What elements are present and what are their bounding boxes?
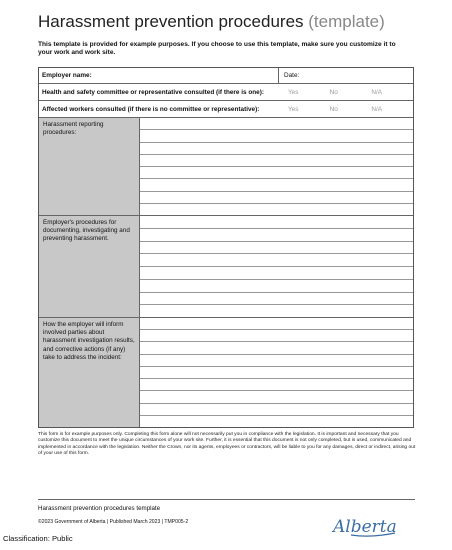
documenting-procedures-entry[interactable] xyxy=(140,216,413,317)
workers-consulted-row xyxy=(39,101,413,118)
footer-copyright: ©2023 Government of Alberta | Published March 2023 | TMP005-2 xyxy=(38,519,189,525)
reporting-procedures-section xyxy=(39,118,413,216)
workers-consulted-label: Affected workers consulted (if there is no committee or representative): xyxy=(42,105,260,113)
documenting-procedures-label: Employer's procedures for documenting, investigating and preventing harassment. xyxy=(39,216,140,317)
reporting-procedures-entry[interactable] xyxy=(140,118,413,215)
reporting-procedures-label: Harassment reporting procedures: xyxy=(39,118,140,215)
date-label: Date: xyxy=(284,72,300,79)
documenting-procedures-section xyxy=(39,216,413,318)
disclaimer-text: This form is for example purposes only. Completing this form alone will not necessarily put you in compliance with the legislation. It is important and necessary that you customize this document to meet the unique circumstances of your work site. Further, it is essential that this document is not only completed, but is used, communicated and implemented in accordance with the legislation. Neither the Crown, nor its agents, employees or contractors, will be liable to you for any damages, direct or indirect, arising out of your use of this form. xyxy=(38,432,416,456)
page-title xyxy=(38,12,385,32)
inform-parties-label: How the employer will inform involved parties about harassment investigation results, and corrective actions (if any) take to address the incident: xyxy=(39,318,140,427)
classification-label: Classification: Public xyxy=(3,534,73,543)
svg-text:Alberta: Alberta xyxy=(333,517,397,537)
workers-no-option[interactable]: No xyxy=(329,105,338,113)
inform-parties-entry[interactable] xyxy=(140,318,413,427)
committee-consulted-label: Health and safety committee or representative consulted (if there is one): xyxy=(42,88,264,96)
employer-row xyxy=(39,68,413,84)
committee-consulted-row xyxy=(39,84,413,101)
committee-na-option[interactable]: N/A xyxy=(371,88,382,96)
title-main: Harassment prevention procedures xyxy=(38,12,304,31)
committee-no-option[interactable]: No xyxy=(329,88,338,96)
title-suffix: (template) xyxy=(308,12,385,31)
committee-yes-option[interactable]: Yes xyxy=(288,88,299,96)
intro-text: This template is provided for example purposes. If you choose to use this template, make sure you customize it to your work and work site. xyxy=(38,41,396,57)
employer-name-label: Employer name: xyxy=(42,72,92,79)
inform-parties-section xyxy=(39,318,413,427)
procedures-form xyxy=(38,67,414,428)
footer-doc-title: Harassment prevention procedures template xyxy=(38,505,161,512)
workers-na-option[interactable]: N/A xyxy=(371,105,382,113)
employer-name-field[interactable] xyxy=(39,68,279,83)
alberta-logo xyxy=(331,511,403,546)
footer-divider xyxy=(38,499,415,500)
workers-yes-option[interactable]: Yes xyxy=(288,105,299,113)
date-field[interactable] xyxy=(279,72,299,79)
